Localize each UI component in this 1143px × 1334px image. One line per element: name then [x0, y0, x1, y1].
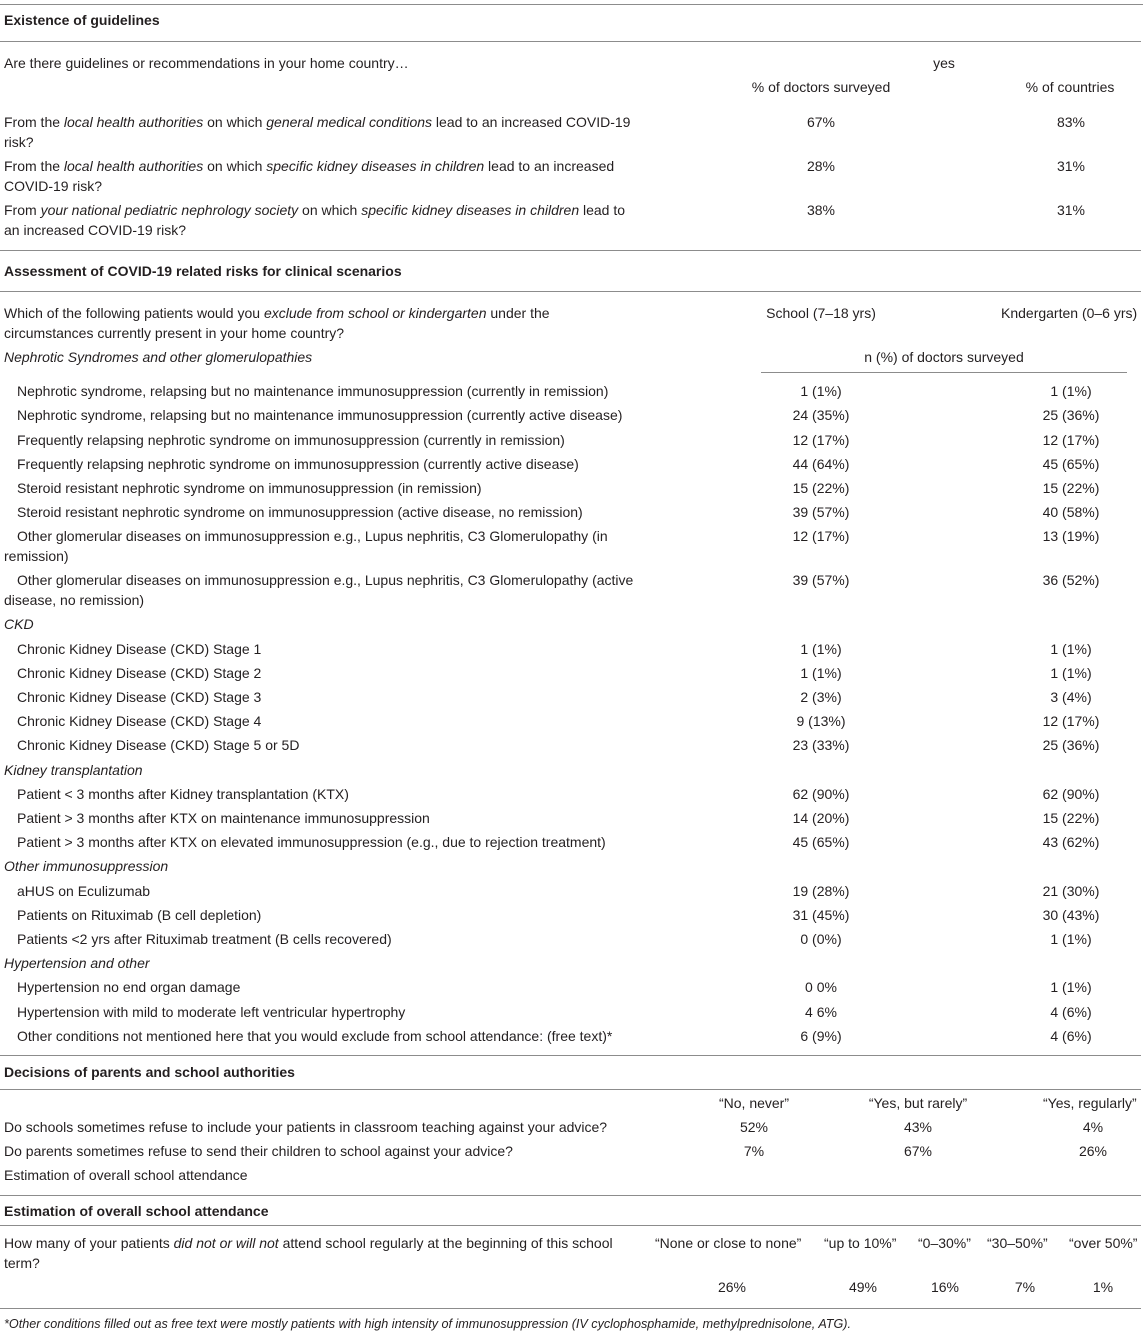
scenario-school-value: 19 (28%)	[792, 882, 850, 899]
text-segment: Which of the following patients would you	[4, 305, 264, 321]
scenario-kinder-value: 25 (36%)	[1042, 407, 1100, 424]
scenario-label: Patient > 3 months after KTX on maintenance immunosuppression	[17, 810, 430, 826]
guideline-row-label	[4, 112, 644, 152]
attendance-header: “up to 10%”	[824, 1235, 897, 1251]
bottom-rule	[0, 1308, 1141, 1309]
guideline-row-doctors: 38%	[806, 202, 836, 218]
scenario-label: Patients <2 yrs after Rituximab treatment (B cells recovered)	[17, 931, 392, 947]
text-segment: How many of your patients	[4, 1235, 174, 1251]
scenario-kinder-value: 12 (17%)	[1042, 431, 1100, 448]
scenario-school-value: 1 (1%)	[800, 640, 842, 657]
guideline-row-doctors: 67%	[806, 114, 836, 130]
scenario-label: Frequently relapsing nephrotic syndrome on immunosuppression (currently in remission)	[17, 431, 565, 448]
scenario-label: Chronic Kidney Disease (CKD) Stage 2	[17, 664, 262, 681]
scenario-kinder-value: 3 (4%)	[1050, 689, 1092, 705]
decision-row-label: Do parents sometimes refuse to send their children to school against your advice?	[4, 1143, 513, 1159]
scenario-school-value: 9 (13%)	[796, 713, 846, 730]
scenario-label: Other glomerular diseases on immunosuppression e.g., Lupus nephritis, C3 Glomerulopathy (in remission)	[4, 528, 608, 565]
col-header-school: School (7–18 yrs)	[766, 305, 876, 321]
attendance-value: 7%	[1014, 1279, 1036, 1295]
attendance-header: “0–30%”	[918, 1235, 971, 1251]
emphasis-text: exclude from school or kindergarten	[263, 305, 487, 321]
scenario-label: Steroid resistant nephrotic syndrome on immunosuppression (in remission)	[17, 480, 482, 496]
footnote: *Other conditions filled out as free text were mostly patients with high intensity of immunosuppression (IV cyclophosphamide, methylprednisolone, ATG).	[4, 1317, 851, 1331]
section-rule	[0, 250, 1141, 251]
scenario-label: Chronic Kidney Disease (CKD) Stage 1	[17, 640, 262, 657]
scenario-kinder-value: 62 (90%)	[1042, 785, 1100, 802]
text-segment: lead to an increased COVID-19 risk?	[4, 114, 631, 150]
decision-row-value: 67%	[903, 1143, 933, 1159]
scenario-label: Other conditions not mentioned here that you would exclude from school attendance: (free text)*	[17, 1027, 613, 1044]
scenario-kinder-value: 4 (6%)	[1050, 1003, 1092, 1020]
text-segment: on which	[203, 158, 267, 174]
scenario-kinder-value: 13 (19%)	[1042, 528, 1100, 545]
scenario-school-value: 1 (1%)	[800, 664, 842, 681]
scenario-kinder-value: 36 (52%)	[1042, 572, 1100, 589]
scenario-label: Nephrotic syndrome, relapsing but no maintenance immunosuppression (currently active disease)	[17, 407, 623, 424]
text-segment: From	[4, 202, 41, 218]
scenario-label: Patients on Rituximab (B cell depletion)	[17, 906, 262, 923]
risks-question	[4, 303, 624, 343]
scenario-kinder-value: 15 (22%)	[1042, 810, 1100, 826]
guideline-row-countries: 31%	[1056, 158, 1086, 174]
group-title: CKD	[4, 616, 34, 633]
scenario-school-value: 39 (57%)	[792, 572, 850, 589]
section-rule	[0, 41, 1141, 42]
scenario-label: Steroid resistant nephrotic syndrome on immunosuppression (active disease, no remission)	[17, 504, 583, 521]
scenario-school-value: 23 (33%)	[792, 737, 850, 754]
decision-row-value: 52%	[739, 1119, 769, 1135]
decision-header-never: “No, never”	[718, 1095, 790, 1111]
scenario-kinder-value: 30 (43%)	[1042, 906, 1100, 923]
scenario-kinder-value: 1 (1%)	[1050, 931, 1092, 947]
group-title: Hypertension and other	[4, 955, 150, 972]
decision-row-value: 43%	[903, 1119, 933, 1135]
guideline-row-doctors: 28%	[806, 158, 836, 174]
n-percent-header: n (%) of doctors surveyed	[864, 349, 1024, 365]
guideline-row-label	[4, 156, 644, 196]
scenario-school-value: 4 6%	[805, 1003, 837, 1020]
scenario-school-value: 1 (1%)	[800, 383, 842, 400]
emphasis-text: did not or will not	[173, 1235, 279, 1251]
scenario-label: Chronic Kidney Disease (CKD) Stage 5 or 5D	[17, 737, 300, 754]
scenario-kinder-value: 15 (22%)	[1042, 480, 1100, 496]
text-segment: lead to an increased COVID-19 risk?	[4, 158, 615, 194]
scenario-school-value: 39 (57%)	[792, 504, 850, 521]
scenario-label: Frequently relapsing nephrotic syndrome on immunosuppression (currently active disease)	[17, 455, 579, 472]
scenario-label: Patient < 3 months after Kidney transplantation (KTX)	[17, 785, 349, 802]
scenario-school-value: 45 (65%)	[792, 834, 850, 851]
section-title-guidelines: Existence of guidelines	[4, 12, 160, 28]
scenario-school-value: 12 (17%)	[792, 528, 850, 545]
emphasis-text: local health authorities	[63, 158, 204, 174]
text-segment: under the circumstances currently present in your home country?	[4, 305, 550, 341]
text-segment: From the	[4, 158, 64, 174]
section-title-decisions: Decisions of parents and school authorities	[4, 1064, 295, 1080]
section-title-attendance: Estimation of overall school attendance	[4, 1203, 269, 1219]
guideline-row-countries: 31%	[1056, 202, 1086, 218]
guideline-row-countries: 83%	[1056, 114, 1086, 130]
section-rule	[0, 291, 1141, 292]
group-title: Nephrotic Syndromes and other glomerulopathies	[4, 349, 313, 365]
scenario-school-value: 0 (0%)	[800, 931, 842, 947]
scenario-kinder-value: 4 (6%)	[1050, 1027, 1092, 1044]
attendance-value: 16%	[930, 1279, 960, 1295]
attendance-value: 1%	[1092, 1279, 1114, 1295]
scenario-label: Hypertension with mild to moderate left ventricular hypertrophy	[17, 1003, 406, 1020]
group-title: Kidney transplantation	[4, 761, 143, 778]
scenario-label: aHUS on Eculizumab	[17, 882, 151, 899]
col-header-doctors: % of doctors surveyed	[751, 79, 891, 95]
emphasis-text: general medical conditions	[266, 114, 433, 130]
scenario-school-value: 14 (20%)	[792, 810, 850, 826]
text-segment: lead to an increased COVID-19 risk?	[4, 202, 626, 238]
decision-header-rarely: “Yes, but rarely”	[868, 1095, 968, 1111]
scenario-kinder-value: 1 (1%)	[1050, 979, 1092, 996]
scenario-school-value: 44 (64%)	[792, 455, 850, 472]
scenario-kinder-value: 21 (30%)	[1042, 882, 1100, 899]
section-rule	[0, 1225, 1141, 1226]
guidelines-yes-header: yes	[933, 55, 955, 71]
scenario-kinder-value: 1 (1%)	[1050, 640, 1092, 657]
scenario-label: Hypertension no end organ damage	[17, 979, 241, 996]
scenario-kinder-value: 45 (65%)	[1042, 455, 1100, 472]
attendance-value: 26%	[717, 1279, 747, 1295]
scenario-label: Chronic Kidney Disease (CKD) Stage 4	[17, 713, 262, 730]
scenario-school-value: 12 (17%)	[792, 431, 850, 448]
section-rule	[0, 1055, 1141, 1056]
text-segment: attend school regularly at the beginning of this school term?	[4, 1235, 613, 1271]
scenario-school-value: 62 (90%)	[792, 785, 850, 802]
attendance-header: “over 50%”	[1069, 1235, 1138, 1251]
guidelines-question: Are there guidelines or recommendations in your home country…	[4, 55, 409, 71]
scenario-label: Chronic Kidney Disease (CKD) Stage 3	[17, 689, 262, 705]
attendance-header: “30–50%”	[987, 1235, 1048, 1251]
top-rule	[0, 4, 1143, 5]
col-header-countries: % of countries	[1025, 79, 1115, 95]
scenario-label: Nephrotic syndrome, relapsing but no maintenance immunosuppression (currently in remission)	[17, 383, 609, 400]
scenario-school-value: 24 (35%)	[792, 407, 850, 424]
scenario-school-value: 6 (9%)	[800, 1027, 842, 1044]
emphasis-text: specific kidney diseases in children	[266, 158, 485, 174]
section-title-risks: Assessment of COVID-19 related risks for clinical scenarios	[4, 263, 402, 279]
n-header-rule	[761, 372, 1127, 373]
scenario-kinder-value: 1 (1%)	[1050, 383, 1092, 400]
scenario-school-value: 2 (3%)	[800, 689, 842, 705]
emphasis-text: local health authorities	[63, 114, 204, 130]
decision-row-label: Do schools sometimes refuse to include your patients in classroom teaching against your advice?	[4, 1119, 608, 1135]
group-title: Other immunosuppression	[4, 858, 169, 875]
decision-row-value: 4%	[1082, 1119, 1104, 1135]
text-segment: From the	[4, 114, 64, 130]
scenario-kinder-value: 43 (62%)	[1042, 834, 1100, 851]
attendance-header: “None or close to none”	[655, 1235, 802, 1251]
text-segment: on which	[203, 114, 267, 130]
scenario-school-value: 15 (22%)	[792, 480, 850, 496]
scenario-label: Other glomerular diseases on immunosuppression e.g., Lupus nephritis, C3 Glomerulopathy (active disease, no remission)	[4, 572, 634, 609]
scenario-kinder-value: 25 (36%)	[1042, 737, 1100, 754]
section-rule	[0, 1195, 1141, 1196]
decision-trailing-label: Estimation of overall school attendance	[4, 1167, 248, 1183]
scenario-kinder-value: 12 (17%)	[1042, 713, 1100, 730]
scenario-school-value: 0 0%	[805, 979, 837, 996]
scenario-school-value: 31 (45%)	[792, 906, 850, 923]
col-header-kindergarten: Kndergarten (0–6 yrs)	[1001, 305, 1138, 321]
text-segment: on which	[298, 202, 362, 218]
decision-header-regularly: “Yes, regularly”	[1043, 1095, 1137, 1111]
decision-row-value: 26%	[1078, 1143, 1108, 1159]
decision-row-value: 7%	[743, 1143, 765, 1159]
scenario-kinder-value: 1 (1%)	[1050, 664, 1092, 681]
section-rule	[0, 1089, 1141, 1090]
emphasis-text: specific kidney diseases in children	[361, 202, 580, 218]
attendance-question	[4, 1233, 649, 1273]
emphasis-text: your national pediatric nephrology society	[40, 202, 299, 218]
scenario-label: Patient > 3 months after KTX on elevated immunosuppression (e.g., due to rejection treatment)	[17, 834, 606, 851]
guideline-row-label	[4, 200, 644, 240]
scenario-kinder-value: 40 (58%)	[1042, 504, 1100, 521]
attendance-value: 49%	[848, 1279, 878, 1295]
